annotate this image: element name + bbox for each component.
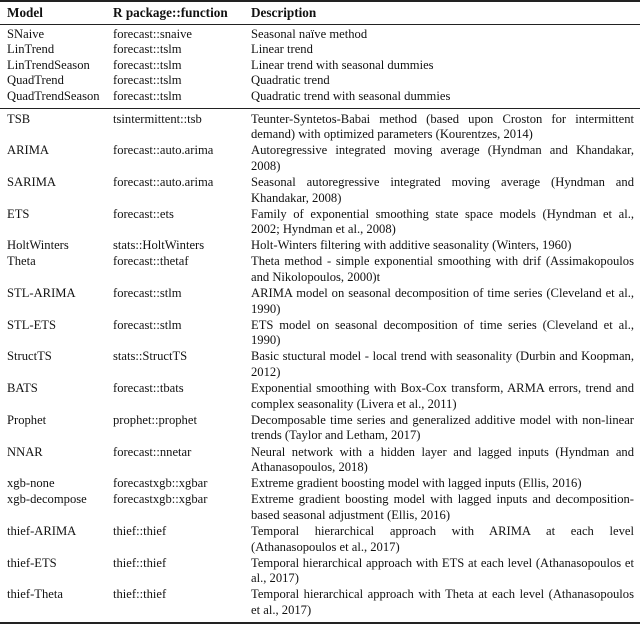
cell-model: LinTrendSeason <box>7 57 90 72</box>
cell-package: forecast::stlm <box>113 286 182 301</box>
cell-description: Basic stuctural model - local trend with seasonality (Durbin and Koopman, 2012) <box>251 349 634 380</box>
header-package: R package::function <box>113 5 228 20</box>
table-group-advanced <box>0 108 640 623</box>
cell-model: ARIMA <box>7 143 49 158</box>
cell-package: forecast::auto.arima <box>113 174 214 189</box>
cell-description: Extreme gradient boosting model with lagged inputs and decomposition-based seasonal adjustment (Ellis, 2016) <box>251 492 634 522</box>
table-row <box>0 42 640 58</box>
cell-description: Linear trend <box>251 42 313 57</box>
cell-description: ETS model on seasonal decomposition of time series (Cleveland et al., 1990) <box>251 317 634 348</box>
cell-description: Quadratic trend with seasonal dummies <box>251 88 451 103</box>
table-row <box>0 318 640 350</box>
cell-package: stats::StructTS <box>113 349 188 364</box>
table-row <box>0 445 640 477</box>
table-row <box>0 73 640 89</box>
cell-package: forecast::nnetar <box>113 444 192 459</box>
cell-model: SNaive <box>7 26 45 41</box>
cell-model: LinTrend <box>7 42 55 57</box>
table-row <box>0 58 640 74</box>
cell-description: Neural network with a hidden layer and lagged inputs (Hyndman and Athanasopoulos, 2018) <box>251 444 634 475</box>
table-row <box>0 108 640 143</box>
header-row <box>0 1 640 24</box>
cell-model: TSB <box>7 111 31 126</box>
cell-description: Teunter-Syntetos-Babai method (based upon Croston for intermittent demand) with optimized parameters (Kourentzes, 2014) <box>251 111 634 142</box>
cell-model: StructTS <box>7 349 52 364</box>
table-row <box>0 524 640 556</box>
cell-model: STL-ARIMA <box>7 286 76 301</box>
cell-package: forecast::thetaf <box>113 254 189 269</box>
cell-package: forecastxgb::xgbar <box>113 476 208 491</box>
table-row <box>0 587 640 622</box>
table-row <box>0 24 640 42</box>
table-row <box>0 254 640 286</box>
cell-description: Temporal hierarchical approach with ARIMA at each level (Athanasopoulos et al., 2017) <box>251 524 634 554</box>
cell-package: forecast::snaive <box>113 26 193 41</box>
cell-model: HoltWinters <box>7 238 69 253</box>
cell-package: forecast::tslm <box>113 57 182 72</box>
cell-description: Linear trend with seasonal dummies <box>251 57 434 72</box>
cell-model: thief-Theta <box>7 587 63 602</box>
cell-model: Prophet <box>7 412 47 427</box>
cell-description: ARIMA model on seasonal decomposition of time series (Cleveland et al., 1990) <box>251 286 634 316</box>
cell-description: Quadratic trend <box>251 73 330 88</box>
cell-model: thief-ETS <box>7 555 57 570</box>
table-row <box>0 238 640 254</box>
table-row <box>0 207 640 239</box>
table-row <box>0 492 640 524</box>
header-model: Model <box>7 5 43 20</box>
cell-model: STL-ETS <box>7 317 56 332</box>
table-row <box>0 381 640 413</box>
cell-description: Seasonal naïve method <box>251 26 368 41</box>
cell-model: QuadTrendSeason <box>7 88 100 103</box>
cell-package: thief::thief <box>113 524 167 538</box>
cell-model: xgb-decompose <box>7 492 87 507</box>
cell-description: Theta method - simple exponential smoothing with drif (Assimakopoulos and Nikolopoulos, 2000)t <box>251 254 634 284</box>
cell-package: forecast::ets <box>113 206 174 221</box>
table-row <box>0 143 640 175</box>
table-row <box>0 175 640 207</box>
table-row <box>0 413 640 445</box>
cell-description: Family of exponential smoothing state space models (Hyndman et al., 2002; Hyndman et al., 2008) <box>251 206 634 237</box>
cell-package: tsintermittent::tsb <box>113 111 202 126</box>
cell-package: forecast::tbats <box>113 381 184 396</box>
cell-package: prophet::prophet <box>113 412 197 427</box>
table-row <box>0 286 640 318</box>
cell-package: stats::HoltWinters <box>113 238 205 253</box>
cell-description: Seasonal autoregressive integrated moving average (Hyndman and Khandakar, 2008) <box>251 174 634 205</box>
cell-description: Holt-Winters filtering with additive seasonality (Winters, 1960) <box>251 238 572 253</box>
cell-description: Temporal hierarchical approach with ETS at each level (Athanasopoulos et al., 2017) <box>251 555 634 586</box>
cell-package: forecast::auto.arima <box>113 143 214 158</box>
cell-package: forecast::tslm <box>113 42 182 57</box>
cell-model: Theta <box>7 254 36 269</box>
table-row <box>0 476 640 492</box>
cell-package: thief::thief <box>113 555 167 570</box>
header-description: Description <box>251 5 317 20</box>
table-row <box>0 89 640 108</box>
table-row <box>0 556 640 588</box>
table-row <box>0 349 640 381</box>
cell-package: forecastxgb::xgbar <box>113 492 208 507</box>
cell-description: Autoregressive integrated moving average (Hyndman and Khandakar, 2008) <box>251 143 634 173</box>
cell-package: forecast::tslm <box>113 88 182 103</box>
table-group-baseline <box>0 24 640 108</box>
cell-package: thief::thief <box>113 587 167 602</box>
cell-package: forecast::stlm <box>113 317 182 332</box>
cell-model: QuadTrend <box>7 73 64 88</box>
cell-description: Temporal hierarchical approach with Theta at each level (Athanasopoulos et al., 2017) <box>251 587 634 617</box>
cell-model: thief-ARIMA <box>7 524 77 538</box>
table-header <box>0 1 640 24</box>
cell-model: NNAR <box>7 444 43 459</box>
cell-description: Exponential smoothing with Box-Cox transform, ARMA errors, trend and complex seasonality (Livera et al., 2011) <box>251 381 634 411</box>
cell-model: BATS <box>7 381 38 396</box>
cell-model: ETS <box>7 206 30 221</box>
cell-package: forecast::tslm <box>113 73 182 88</box>
cell-description: Decomposable time series and generalized additive model with non-linear trends (Taylor and Letham, 2017) <box>251 412 634 443</box>
cell-model: SARIMA <box>7 174 56 189</box>
cell-description: Extreme gradient boosting model with lagged inputs (Ellis, 2016) <box>251 476 582 491</box>
cell-model: xgb-none <box>7 476 55 491</box>
